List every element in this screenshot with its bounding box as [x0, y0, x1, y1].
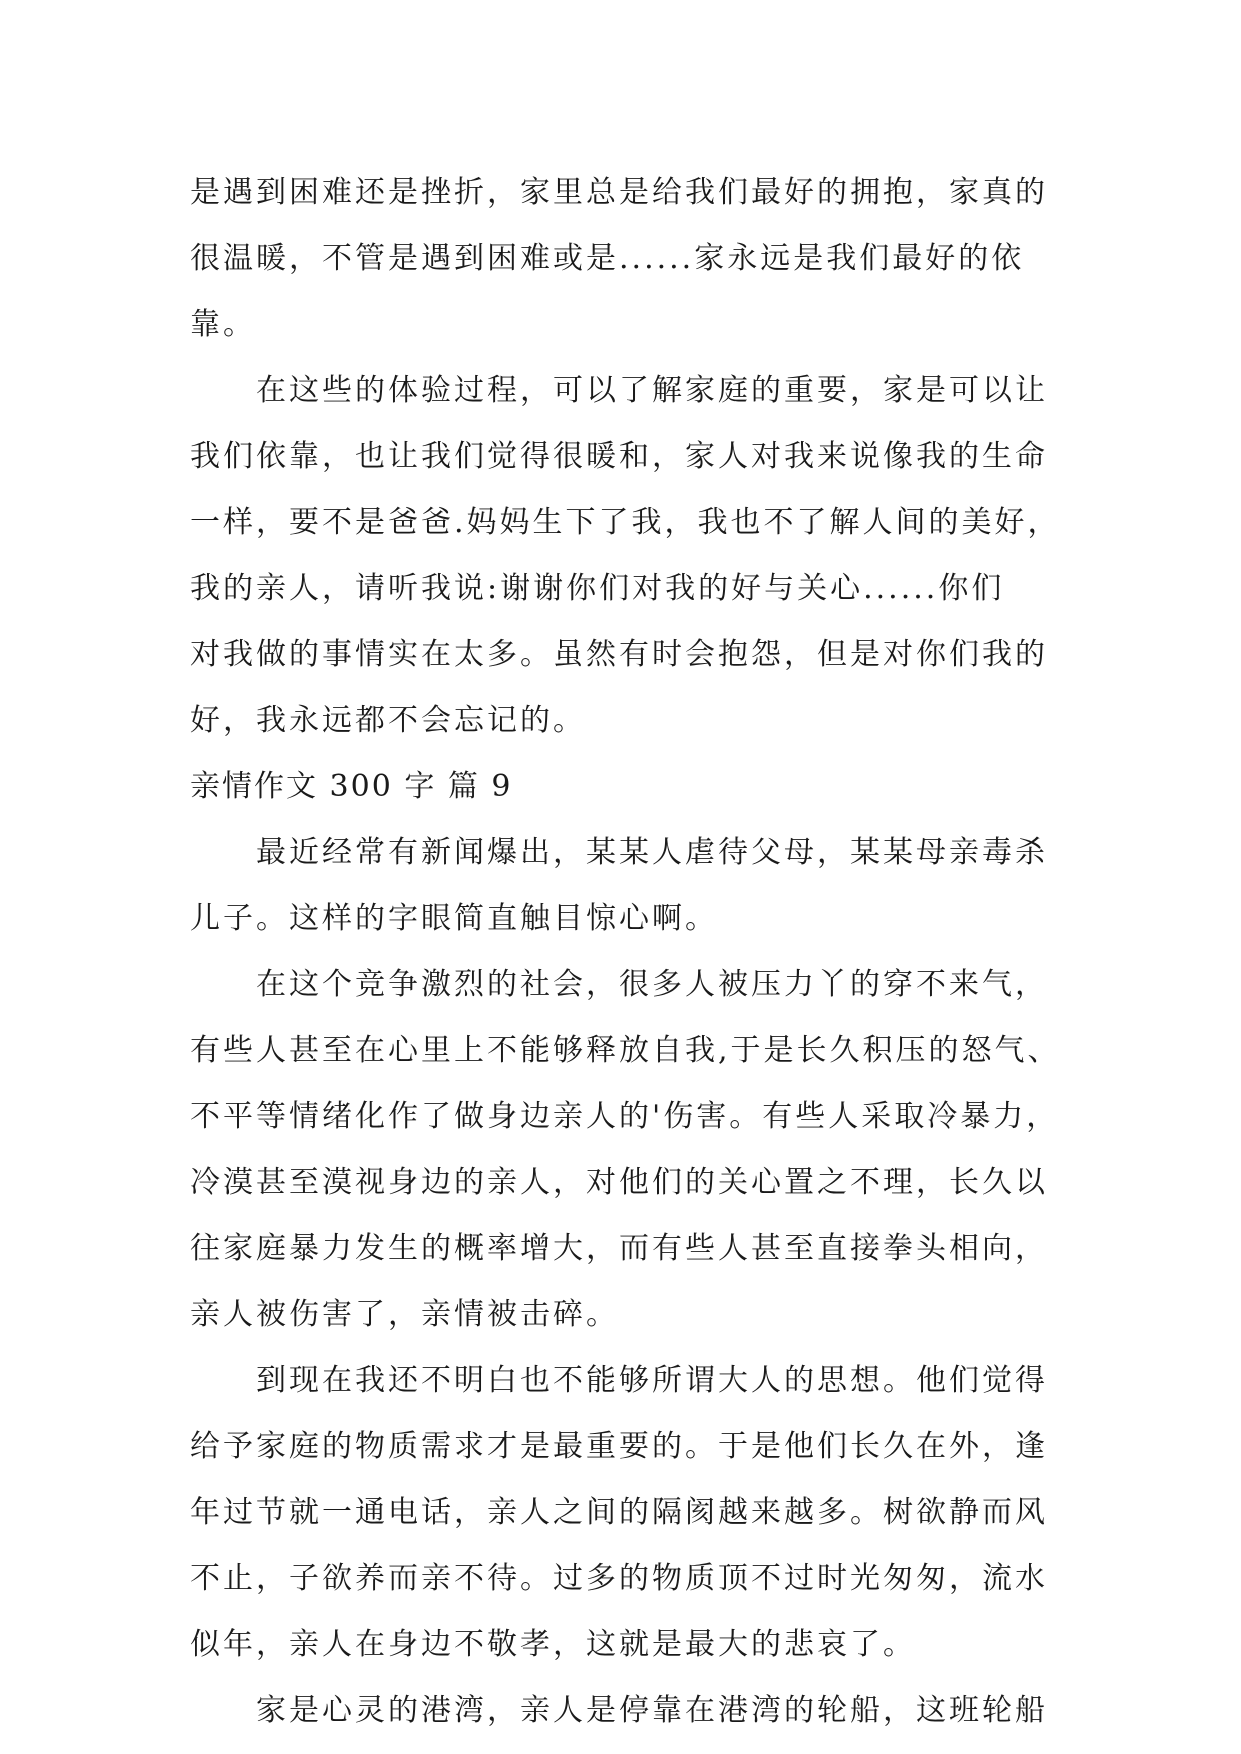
section-heading: 亲情作文 300 字 篇 9 — [190, 769, 513, 804]
document-body — [190, 160, 1070, 1744]
text-line: 我的亲人，请听我说:谢谢你们对我的好与关心......你们 — [190, 571, 1005, 606]
text-line: 我们依靠，也让我们觉得很暖和，家人对我来说像我的生命 — [190, 439, 1048, 474]
text-line: 在这些的体验过程，可以了解家庭的重要，家是可以让 — [256, 373, 1048, 408]
paragraph-2 — [190, 358, 1070, 754]
text-line: 好，我永远都不会忘记的。 — [190, 703, 586, 738]
text-line: 一样，要不是爸爸.妈妈生下了我，我也不了解人间的美好， — [190, 505, 1061, 540]
text-line: 年过节就一通电话，亲人之间的隔阂越来越多。树欲静而风 — [190, 1495, 1048, 1530]
text-line: 有些人甚至在心里上不能够释放自我,于是长久积压的怒气、 — [190, 1033, 1061, 1068]
paragraph-1 — [190, 160, 1070, 358]
text-line: 家是心灵的港湾，亲人是停靠在港湾的轮船，这班轮船 — [256, 1693, 1048, 1728]
text-line: 往家庭暴力发生的概率增大，而有些人甚至直接拳头相向， — [190, 1231, 1048, 1266]
text-line: 最近经常有新闻爆出，某某人虐待父母，某某母亲毒杀 — [256, 835, 1048, 870]
text-line: 到现在我还不明白也不能够所谓大人的思想。他们觉得 — [256, 1363, 1048, 1398]
text-line: 对我做的事情实在太多。虽然有时会抱怨，但是对你们我的 — [190, 637, 1048, 672]
text-line: 是遇到困难还是挫折，家里总是给我们最好的拥抱，家真的 — [190, 175, 1048, 210]
paragraph-4 — [190, 952, 1070, 1348]
paragraph-3 — [190, 820, 1070, 952]
text-line: 似年，亲人在身边不敬孝，这就是最大的悲哀了。 — [190, 1627, 916, 1662]
text-line: 冷漠甚至漠视身边的亲人，对他们的关心置之不理，长久以 — [190, 1165, 1048, 1200]
text-line: 在这个竞争激烈的社会，很多人被压力丫的穿不来气， — [256, 967, 1048, 1002]
text-line: 很温暖，不管是遇到困难或是......家永远是我们最好的依 — [190, 241, 1025, 276]
text-line: 亲人被伤害了，亲情被击碎。 — [190, 1297, 619, 1332]
text-line: 不平等情绪化作了做身边亲人的'伤害。有些人采取冷暴力， — [190, 1099, 1060, 1134]
text-line: 不止，子欲养而亲不待。过多的物质顶不过时光匆匆，流水 — [190, 1561, 1048, 1596]
text-line: 给予家庭的物质需求才是最重要的。于是他们长久在外，逢 — [190, 1429, 1048, 1464]
text-line: 儿子。这样的字眼简直触目惊心啊。 — [190, 901, 718, 936]
text-line: 靠。 — [190, 307, 256, 342]
paragraph-6 — [190, 1678, 1070, 1744]
paragraph-5 — [190, 1348, 1070, 1678]
